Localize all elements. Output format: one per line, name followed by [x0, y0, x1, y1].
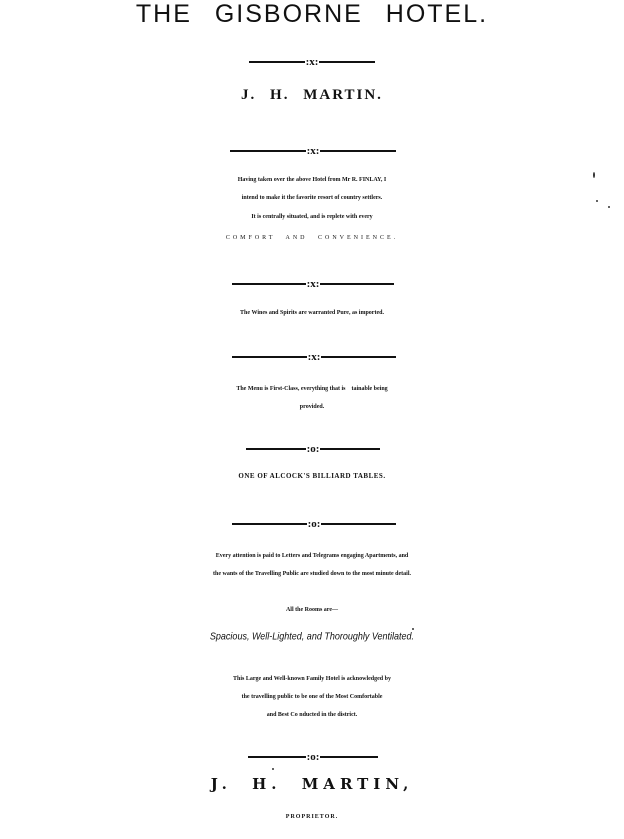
divider-rule [232, 283, 306, 285]
print-speck [608, 206, 610, 208]
attention-line-1: Every attention is paid to Letters and Telegrams engaging Apartments, and [215, 553, 409, 559]
print-speck [593, 172, 595, 178]
print-speck [412, 628, 414, 630]
billiards-heading: ONE OF ALCOCK'S BILLIARD TABLES. [238, 472, 386, 480]
divider-mark: :x: [306, 278, 320, 290]
menu-line-1: The Menu is First-Class, everything that is tainable being [236, 386, 388, 392]
divider-rule [321, 523, 396, 525]
divider-rule [248, 756, 306, 758]
family-line-2: the travelling public to be one of the Most Comfortable [241, 694, 383, 700]
rooms-intro: All the Rooms are— [285, 607, 339, 613]
divider-1 [246, 57, 378, 67]
divider-2 [228, 146, 398, 156]
print-speck [596, 200, 598, 202]
divider-mark: :o: [306, 751, 320, 763]
intro-line-3: It is centrally situated, and is replete with every [251, 214, 373, 220]
divider-5 [244, 444, 382, 454]
divider-mark: :x: [307, 351, 321, 363]
intro-line-2: intend to make it the favorite resort of country settlers. [241, 195, 383, 201]
divider-rule [321, 356, 396, 358]
signature-name: J. H. MARTIN, [210, 775, 414, 793]
divider-rule [320, 283, 394, 285]
print-speck [272, 768, 274, 770]
divider-rule [230, 150, 306, 152]
divider-mark: :o: [307, 518, 321, 530]
divider-mark: :x: [306, 145, 320, 157]
intro-line-1: Having taken over the above Hotel from Mr R. FINLAY, I [237, 177, 387, 183]
proprietor-heading: J. H. MARTIN. [241, 87, 383, 103]
divider-mark: :o: [306, 443, 320, 455]
divider-6 [230, 519, 398, 529]
divider-rule [319, 61, 375, 63]
intro-line-4: COMFORT AND CONVENIENCE. [225, 235, 399, 241]
divider-rule [232, 356, 307, 358]
divider-mark: :x: [305, 56, 319, 68]
family-line-1: This Large and Well-known Family Hotel is acknowledged by [233, 676, 391, 682]
divider-rule [249, 61, 305, 63]
attention-line-2: the wants of the Travelling Public are studied down to the most minute detail. [212, 571, 411, 577]
divider-3 [230, 279, 396, 289]
wines-statement: The Wines and Spirits are warranted Pure, as imported. [240, 310, 384, 316]
divider-rule [232, 523, 307, 525]
divider-rule [320, 150, 396, 152]
divider-rule [320, 448, 380, 450]
rooms-banner: Spacious, Well-Lighted, and Thoroughly Ventilated. [209, 630, 415, 642]
hotel-title: THE GISBORNE HOTEL. [135, 0, 489, 28]
divider-4 [230, 352, 398, 362]
family-line-3: and Best Co nducted in the district. [266, 712, 358, 718]
divider-7 [246, 752, 380, 762]
signature-role: PROPRIETOR. [285, 814, 339, 820]
menu-line-2: provided. [299, 404, 325, 410]
divider-rule [320, 756, 378, 758]
divider-rule [246, 448, 306, 450]
